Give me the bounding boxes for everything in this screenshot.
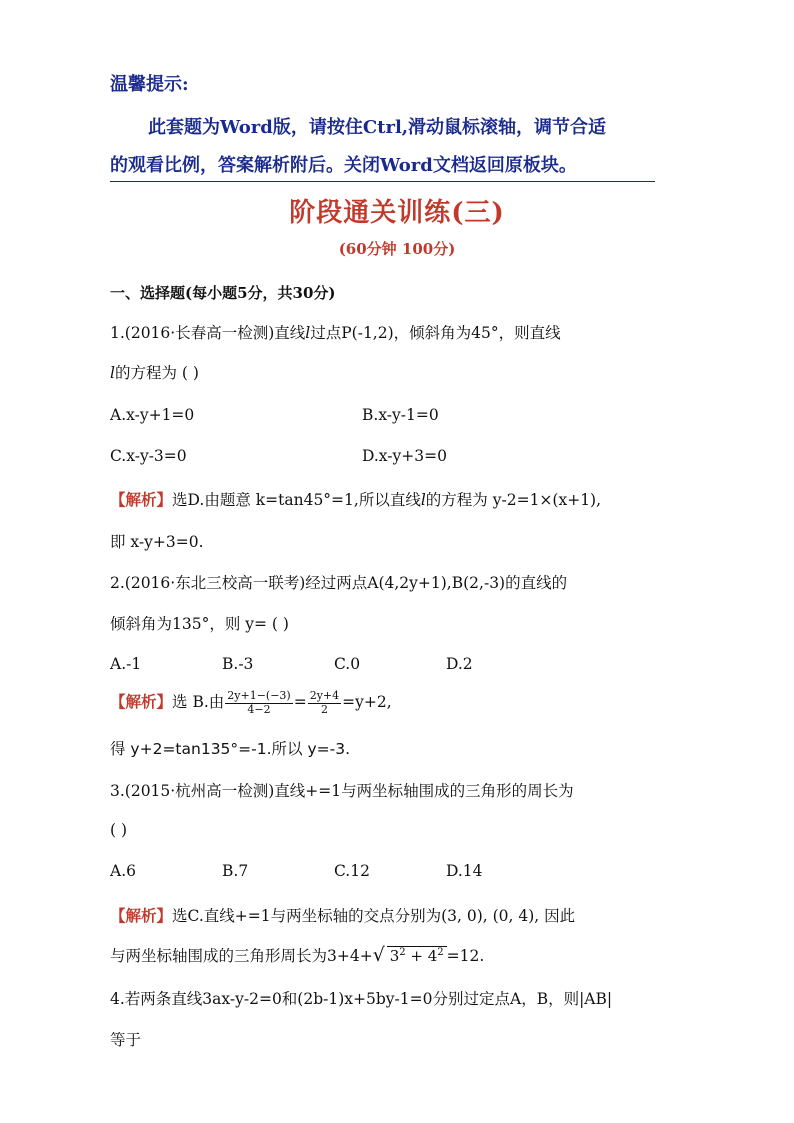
q4-stem-line-1: 4.若两条直线3ax-y-2=0和(2b-1)x+5by-1=0分别过定点A，B，则|AB| [110,990,613,1008]
q2-fraction-1-numerator: 2y+1−(−3) [227,689,291,702]
q1-stem-text-b: 过点P(-1,2)，倾斜角为45°，则直线 [310,324,561,342]
q2-option-a: A.-1 [110,655,142,673]
q1-stem-line-1 [110,321,561,343]
q2-analysis-text-a: 选 B.由 [172,693,225,712]
q3-option-a: A.6 [110,862,136,880]
q2-fraction-2 [308,690,341,716]
q1-analysis-tag: 【解析】 [110,490,173,509]
q1-var-l-2: l [110,364,115,382]
q3-option-d: D.14 [446,862,483,880]
q1-analysis-var: l [420,491,426,509]
q3-square-root [372,944,447,966]
q2-analysis-line-1 [110,690,392,716]
tip-line-2: 的观看比例，答案解析附后。关闭Word文档返回原板块。 [110,151,655,182]
q3-option-c: C.12 [334,862,370,880]
q2-fraction-2-denominator: 2 [320,702,328,716]
q3-exponent-b: 2 [437,947,444,958]
q2-fraction-1-denominator: 4−2 [247,702,271,716]
q1-stem-text-c: 的方程为 ( ) [114,364,199,382]
q3-stem-line-1: 3.(2015·杭州高一检测)直线+=1与两坐标轴围成的三角形的周长为 [110,782,574,800]
q2-stem-line-2: 倾斜角为135°，则 y= ( ) [110,615,289,633]
q3-analysis-text-c: =12. [446,947,485,965]
q3-analysis-text-a: 选C.直线+=1与两坐标轴的交点分别为(3, 0), (0, 4), 因此 [172,907,576,925]
q2-analysis-text-b: =y+2, [342,693,392,712]
tip-line-1: 此套题为Word版，请按住Ctrl,滑动鼠标滚轴，调节合适 [148,117,607,138]
q2-analysis-tag: 【解析】 [110,692,173,712]
q1-option-d: D.x-y+3=0 [362,447,447,465]
q3-analysis-line-1 [110,904,575,926]
page-subtitle: (60分钟 100分) [338,240,456,258]
q3-analysis-text-b: 与两坐标轴围成的三角形周长为3+4+ [110,947,373,965]
q3-exponent-a: 2 [399,947,406,958]
q3-option-b: B.7 [222,862,249,880]
tip-heading: 温馨提示: [110,74,189,95]
q1-stem-line-2 [110,361,199,383]
q2-option-b: B.-3 [222,655,254,673]
q1-stem-text-a: 1.(2016·长春高一检测)直线 [110,324,306,342]
q3-radicand-term-a: 3 [389,947,400,965]
q1-option-b: B.x-y-1=0 [362,406,439,424]
q2-analysis-line-2: 得 y+2=tan135°=-1.所以 y=-3. [110,740,351,758]
q1-option-a: A.x-y+1=0 [110,406,195,424]
q4-stem-line-2: 等于 [110,1031,142,1049]
section-heading: 一、选择题(每小题5分，共30分) [110,284,336,302]
radical-sign: √ [372,944,385,966]
q1-analysis-text-b: 的方程为 y-2=1×(x+1), [425,491,602,509]
q2-stem-line-1: 2.(2016·东北三校高一联考)经过两点A(4,2y+1),B(2,-3)的直线的 [110,574,568,592]
q1-option-c: C.x-y-3=0 [110,447,187,465]
q2-option-d: D.2 [446,655,473,673]
q1-analysis-line-2: 即 x-y+3=0. [110,533,204,551]
q1-analysis-text-a: 选D.由题意 k=tan45°=1,所以直线 [172,491,421,509]
page-title: 阶段通关训练(三) [289,198,505,228]
q2-equals: = [293,693,307,712]
q1-analysis-line-1 [110,488,601,510]
q1-var-l: l [305,324,311,342]
q3-analysis-tag: 【解析】 [110,906,173,925]
q2-fraction-2-numerator: 2y+4 [309,689,340,702]
q3-stem-line-2: ( ) [110,821,128,839]
q3-analysis-line-2 [110,944,484,966]
q3-radicand-term-b: + 4 [405,947,438,965]
q2-option-c: C.0 [334,655,361,673]
q2-fraction-1 [225,690,292,716]
q3-radicand [387,946,447,965]
